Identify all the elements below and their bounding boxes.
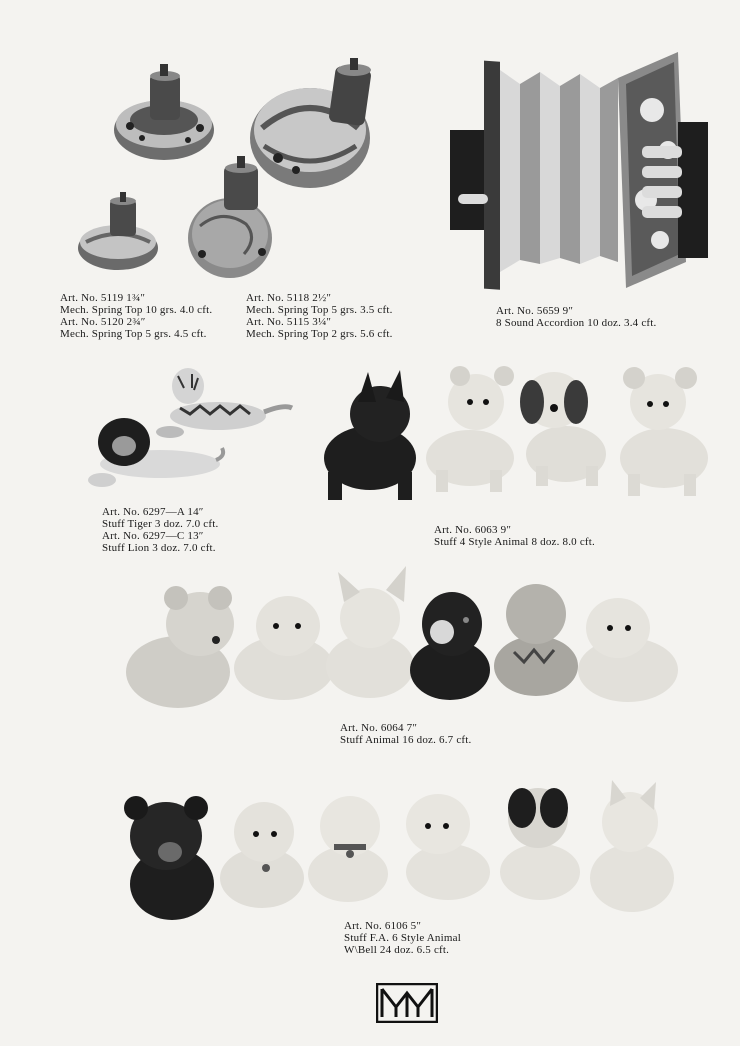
- caption-line: 8 Sound Accordion 10 doz. 3.4 cft.: [496, 317, 657, 329]
- stuffed-animal-6106-3: [308, 796, 388, 902]
- caption-line: Art. No. 6063 9″: [434, 524, 512, 536]
- caption-line: Art. No. 5659 9″: [496, 305, 574, 317]
- caption-5659: [496, 305, 656, 329]
- stuffed-white-dog-1: [426, 366, 514, 492]
- company-monogram-logo: [376, 983, 438, 1023]
- spring-top-5119: [114, 64, 214, 160]
- stuffed-animal-6106-4: [406, 794, 490, 900]
- spring-top-5115: [188, 156, 272, 278]
- spinning-top-toys-photo: [72, 58, 382, 288]
- stuffed-4-style-animals-photo: [314, 362, 720, 502]
- caption-line: Mech. Spring Top 5 grs. 4.5 cft.: [60, 328, 207, 340]
- caption-5118-5115: [246, 292, 393, 340]
- stuffed-animal-6106-bear: [124, 796, 214, 920]
- toy-accordion-photo: [446, 50, 716, 295]
- stuffed-animal-6064-3: [326, 566, 414, 698]
- caption-line: Mech. Spring Top 10 grs. 4.0 cft.: [60, 304, 213, 316]
- caption-line: Stuff 4 Style Animal 8 doz. 8.0 cft.: [434, 536, 595, 548]
- caption-line: Stuff Animal 16 doz. 6.7 cft.: [340, 734, 472, 746]
- caption-line: Art. No. 5118 2½″: [246, 292, 332, 304]
- caption-6064: [340, 722, 471, 746]
- caption-6063: [434, 524, 595, 548]
- stuffed-white-dog-2: [620, 367, 708, 496]
- stuffed-tiger-lion-photo: [88, 364, 298, 496]
- caption-line: Art. No. 5120 2¾″: [60, 316, 146, 328]
- spring-top-5120: [78, 192, 158, 270]
- caption-line: Stuff Lion 3 doz. 7.0 cft.: [102, 542, 216, 554]
- caption-line: Art. No. 5115 3¼″: [246, 316, 332, 328]
- caption-line: Art. No. 6297—C 13″: [102, 530, 204, 542]
- stuffed-animals-row-photo: [124, 562, 684, 722]
- caption-line: W\Bell 24 doz. 6.5 cft.: [344, 944, 450, 956]
- caption-line: Art. No. 6064 7″: [340, 722, 418, 734]
- stuffed-animal-6064-5: [494, 584, 578, 696]
- accordion-bellows: [500, 70, 618, 272]
- stuffed-animal-6106-5: [500, 788, 580, 900]
- caption-line: Mech. Spring Top 5 grs. 3.5 cft.: [246, 304, 393, 316]
- caption-line: Art. No. 5119 1¾″: [60, 292, 146, 304]
- stuffed-animal-6064-4: [410, 592, 490, 700]
- stuffed-animal-6064-6: [578, 598, 678, 702]
- caption-line: Art. No. 6297—A 14″: [102, 506, 204, 518]
- caption-line: Mech. Spring Top 2 grs. 5.6 cft.: [246, 328, 393, 340]
- spring-top-5118: [250, 58, 372, 188]
- stuffed-animal-6064-2: [234, 596, 334, 700]
- caption-line: Stuff Tiger 3 doz. 7.0 cft.: [102, 518, 219, 530]
- caption-line: Stuff F.A. 6 Style Animal: [344, 932, 461, 944]
- stuffed-tiger: [156, 368, 292, 438]
- stuffed-animal-6064-1: [126, 586, 234, 708]
- stuffed-animal-6106-2: [220, 802, 304, 908]
- caption-5119-5120: [60, 292, 212, 340]
- stuffed-animals-with-bell-photo: [122, 778, 682, 928]
- caption-line: Art. No. 6106 5″: [344, 920, 422, 932]
- caption-6297: [102, 506, 218, 554]
- caption-6106: [344, 920, 461, 956]
- stuffed-black-dog: [324, 370, 416, 500]
- stuffed-animal-6106-6: [590, 780, 674, 912]
- stuffed-spaniel-dog: [520, 372, 606, 486]
